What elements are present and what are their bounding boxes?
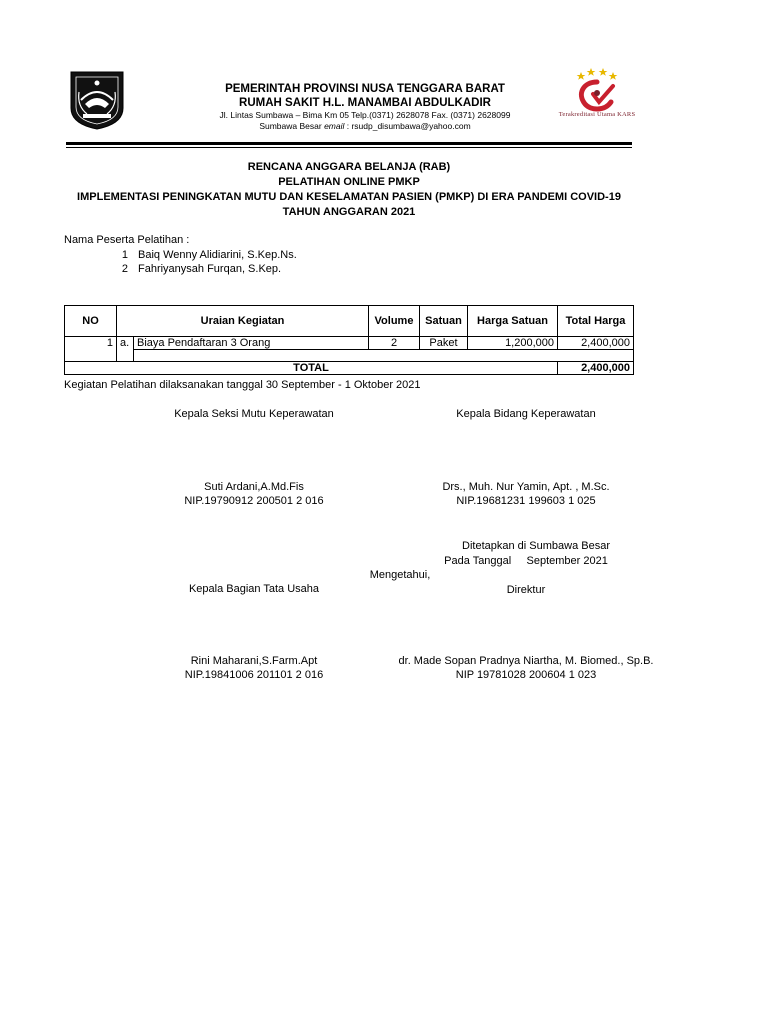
signature-nip-left-2: NIP.19841006 201101 2 016 — [184, 669, 324, 681]
signature-name-left-2: Rini Maharani,S.Farm.Apt — [190, 655, 318, 667]
budget-table — [64, 305, 634, 375]
title-line-2: PELATIHAN ONLINE PMKP — [278, 176, 420, 188]
table-row — [65, 337, 634, 350]
letterhead — [170, 82, 560, 132]
header-divider-thin — [66, 147, 632, 148]
kars-accreditation-logo — [567, 66, 627, 112]
total-value: 2,400,000 — [558, 362, 634, 375]
participant-name: Baiq Wenny Alidiarini, S.Kep.Ns. — [138, 249, 297, 261]
cell-no: 1 — [65, 337, 117, 350]
signature-role-right-2: Direktur — [506, 584, 546, 596]
header-satuan: Satuan — [420, 306, 468, 337]
province-emblem-logo — [67, 70, 127, 130]
cell-satuan: Paket — [420, 337, 468, 350]
cell-uraian: Biaya Pendaftaran 3 Orang — [134, 337, 369, 350]
participant-number: 1 — [121, 249, 128, 261]
government-name: PEMERINTAH PROVINSI NUSA TENGGARA BARAT — [225, 83, 505, 95]
cell-harga-satuan: 1,200,000 — [468, 337, 558, 350]
signature-name-right-1: Drs., Muh. Nur Yamin, Apt. , M.Sc. — [442, 481, 610, 493]
cell-volume: 2 — [369, 337, 420, 350]
table-total-row — [65, 362, 634, 375]
title-line-3: IMPLEMENTASI PENINGKATAN MUTU DAN KESELAMATAN PASIEN (PMKP) DI ERA PANDEMI COVID-19 — [77, 191, 621, 203]
hospital-email: Sumbawa Besar email : rsudp_disumbawa@yahoo.com — [259, 121, 471, 131]
document-title — [60, 160, 638, 220]
header-no: NO — [65, 306, 117, 337]
header-volume: Volume — [369, 306, 420, 337]
participants-label: Nama Peserta Pelatihan : — [64, 234, 190, 246]
participant-name: Fahriyanysah Furqan, S.Kep. — [138, 263, 282, 275]
header-divider-thick — [66, 142, 632, 145]
cell-total-harga: 2,400,000 — [558, 337, 634, 350]
header-harga-satuan: Harga Satuan — [468, 306, 558, 337]
participant-number: 2 — [121, 263, 128, 275]
signature-nip-right-1: NIP.19681231 199603 1 025 — [456, 495, 596, 507]
header-total-harga: Total Harga — [558, 306, 634, 337]
total-label: TOTAL — [65, 362, 558, 375]
signature-role-left-2: Kepala Bagian Tata Usaha — [188, 583, 320, 595]
signature-nip-left-1: NIP.19790912 200501 2 016 — [184, 495, 324, 507]
activity-date-note: Kegiatan Pelatihan dilaksanakan tanggal 30 September - 1 Oktober 2021 — [64, 379, 421, 391]
signature-name-right-2: dr. Made Sopan Pradnya Niartha, M. Biomed., Sp.B. — [398, 655, 654, 667]
signature-nip-right-2: NIP 19781028 200604 1 023 — [455, 669, 597, 681]
ditetapkan-text: Ditetapkan di Sumbawa Besar — [462, 540, 610, 552]
title-line-4: TAHUN ANGGARAN 2021 — [282, 206, 416, 218]
pada-tanggal-text: Pada Tanggal September 2021 — [444, 555, 608, 567]
hospital-name: RUMAH SAKIT H.L. MANAMBAI ABDULKADIR — [239, 97, 491, 109]
hospital-address: Jl. Lintas Sumbawa – Bima Km 05 Telp.(0371) 2628078 Fax. (0371) 2628099 — [219, 110, 511, 120]
table-row-empty — [65, 350, 634, 362]
signature-role-right-1: Kepala Bidang Keperawatan — [456, 408, 596, 420]
signature-name-left-1: Suti Ardani,A.Md.Fis — [204, 481, 304, 493]
header-uraian: Uraian Kegiatan — [117, 306, 369, 337]
signature-role-left-1: Kepala Seksi Mutu Keperawatan — [174, 408, 334, 420]
accreditation-caption: Terakreditasi Utama KARS — [558, 111, 636, 118]
mengetahui-text: Mengetahui, — [369, 569, 431, 581]
title-line-1: RENCANA ANGGARA BELANJA (RAB) — [247, 161, 451, 173]
cell-sub: a. — [117, 337, 134, 350]
table-header-row — [65, 306, 634, 337]
